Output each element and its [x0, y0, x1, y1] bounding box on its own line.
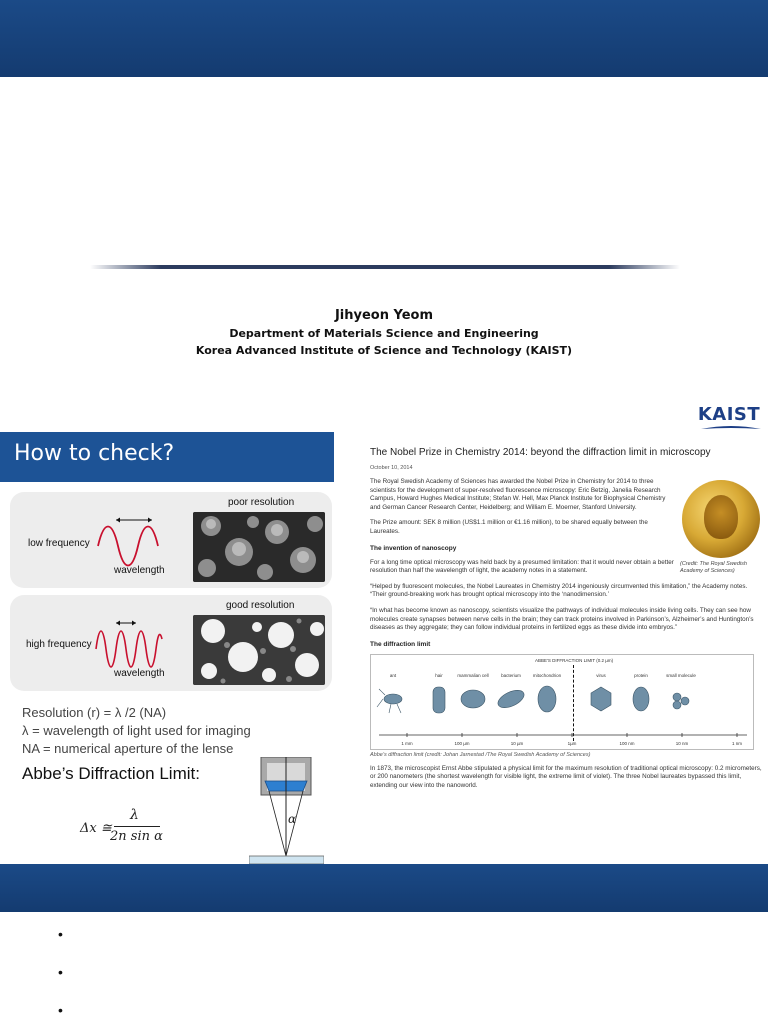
article-paragraph: For a long time optical microscopy was held back by a presumed limitation: that it would never obtain a better resolution than half the wavelength of light, the academy notes in a statement.: [370, 558, 674, 575]
diffraction-limit-label: ABBE'S DIFFRACTION LIMIT (0.2 µm): [535, 657, 614, 663]
resolution-formula: Resolution (r) = λ /2 (NA): [22, 705, 167, 720]
na-definition: NA = numerical aperture of the lense: [22, 741, 234, 756]
title-slide: [0, 0, 768, 432]
figure-item-label: protein: [634, 672, 648, 678]
low-frequency-label: low frequency: [28, 538, 90, 549]
bullet-point: •: [58, 964, 63, 980]
scale-tick-label: 10 nm: [675, 740, 689, 746]
medal-caption: (Credit: The Royal Swedish Academy of Sciences): [680, 561, 747, 574]
scale-tick-label: 100 nm: [619, 740, 635, 746]
kaist-logo: [697, 404, 761, 432]
diffraction-limit-figure: [370, 654, 754, 750]
figure-item-label: virus: [596, 672, 606, 678]
title-slide-header-bar: [0, 0, 768, 77]
nobel-medal-figure: [680, 480, 764, 575]
abbe-equation-numerator: λ: [130, 807, 139, 823]
figure-item-label: mammalian cell: [457, 672, 489, 678]
figure-caption: Abbe’s diffraction limit (credit: Johan Jarnestad /The Royal Swedish Academy of Sciences): [370, 751, 591, 758]
how-to-check-title: How to check?: [14, 441, 175, 466]
bullet-point: •: [58, 926, 63, 942]
how-to-check-header: [0, 432, 334, 482]
kaist-logo-swoosh: [701, 424, 761, 432]
article-title: The Nobel Prize in Chemistry 2014: beyond the diffraction limit in microscopy: [370, 447, 711, 458]
low-frequency-wavelength-label: wavelength: [114, 565, 165, 576]
high-frequency-box: [10, 595, 332, 691]
how-to-check-slide: [0, 432, 768, 864]
good-resolution-micrograph: [193, 615, 325, 685]
article-heading: The invention of nanoscopy: [370, 544, 457, 552]
kaist-logo-text: KAIST: [697, 404, 761, 425]
author-name: Jihyeon Yeom: [334, 308, 434, 323]
figure-item-label: small molecule: [666, 672, 696, 678]
scale-tick-label: 100 µm: [454, 740, 470, 746]
scale-tick-label: 10 µm: [510, 740, 524, 746]
article-heading: The diffraction limit: [370, 640, 431, 648]
scale-tick-label: 1 mm: [401, 740, 413, 746]
figure-item-label: bacterium: [501, 672, 521, 678]
low-frequency-box: [10, 492, 332, 588]
figure-item-label: ant: [389, 672, 397, 678]
bullet-point: •: [58, 1002, 63, 1018]
article-paragraph: The Prize amount: SEK 8 million (US$1.1 million or €1.16 million), to be shared equally between the Laureates.: [370, 519, 648, 535]
article-paragraph: “Helped by fluorescent molecules, the Nobel Laureates in Chemistry 2014 ingeniously circumvented this limitation,” the Academy notes. “Their ground-breaking work has brought optical microscopy into the ‘nanodimension.’: [370, 582, 748, 599]
scale-tick-label: 1 nm: [731, 740, 743, 746]
article-paragraph: The Royal Swedish Academy of Sciences has awarded the Nobel Prize in Chemistry for 2014 to three scientists for the development of super-resolved fluorescence microscopy: Eric Betzig, Janelia Research Campus, Howard Hughes Medical Institute; Stefan W. Hell, Max Planck Institute for Biophysical Chemistry and German Cancer Research Center, Heidelberg; and William E. Moerner, Stanford University.: [370, 478, 666, 511]
bullet-slide-header-bar: [0, 864, 768, 912]
high-frequency-wave-icon: [92, 617, 164, 675]
author-institute: Korea Advanced Institute of Science and Technology (KAIST): [195, 344, 573, 357]
figure-item-label: mitochondrion: [532, 672, 562, 678]
scale-tick-label: 1µm: [567, 740, 577, 746]
abbe-equation-fraction-bar: [114, 826, 160, 827]
high-frequency-label: high frequency: [26, 639, 92, 650]
article-paragraph: In 1873, the microscopist Ernst Abbe stipulated a physical limit for the maximum resolution of traditional optical microscopy: 0.2 micrometers, or 200 nanometers (the shortest wavelength for visible light, the extreme limit of violet). The three Nobel laureates bypassed this limit, extending our view into the nanoworld.: [370, 764, 762, 789]
lambda-definition: λ = wavelength of light used for imaging: [22, 723, 251, 738]
figure-item-label: hair: [435, 672, 443, 678]
article-paragraph: “In what has become known as nanoscopy, scientists visualize the pathways of individual molecules inside living cells. They can see how molecules create synapses between nerve cells in the brain; they can track proteins involved in Parkinson’s, Alzheimer’s and Huntington’s diseases as they aggregate; they can follow individual proteins in fertilized eggs as these divide into embryos.”: [370, 606, 754, 632]
abbe-limit-title: Abbe’s Diffraction Limit:: [22, 764, 200, 783]
high-frequency-wavelength-label: wavelength: [114, 668, 165, 679]
good-resolution-label: good resolution: [226, 600, 295, 611]
poor-resolution-label: poor resolution: [228, 497, 295, 508]
abbe-equation-denominator: 2n sin α: [110, 829, 163, 844]
author-department: Department of Materials Science and Engineering: [229, 327, 539, 340]
abbe-equation-lhs: Δx ≅: [80, 821, 112, 836]
bullet-slide: [0, 864, 768, 1024]
poor-resolution-micrograph: [193, 512, 325, 582]
lens-alpha-label: α: [288, 812, 297, 826]
title-divider-line: [90, 265, 680, 269]
low-frequency-wave-icon: [92, 514, 164, 572]
size-scale-diagram: [371, 655, 755, 751]
objective-lens-diagram: [249, 757, 324, 864]
nobel-article: [364, 432, 768, 864]
nobel-medal-image: [682, 480, 760, 558]
article-date: October 10, 2014: [370, 465, 413, 471]
resolution-panel: [0, 432, 334, 864]
